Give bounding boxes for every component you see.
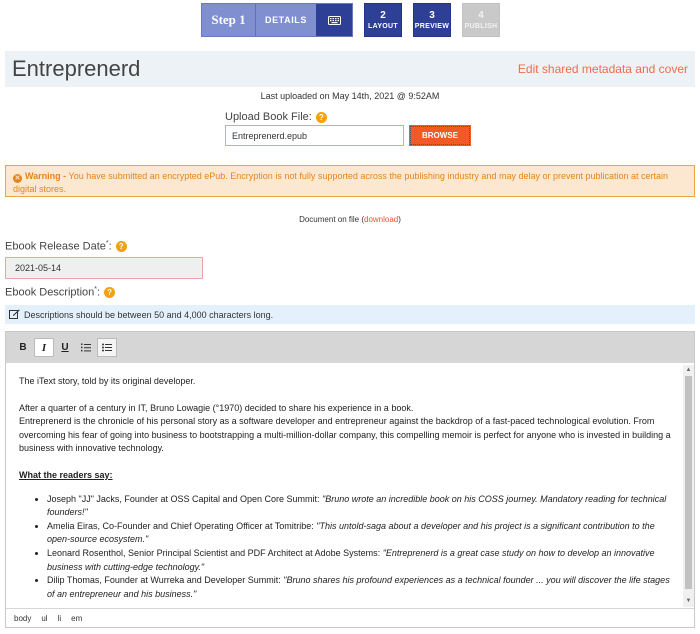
edit-icon bbox=[9, 309, 20, 321]
review-quote: "Bruno wrote an incredible book on his COSS journey. Mandatory reading for technical founders!" bbox=[47, 493, 667, 518]
step-label: LAYOUT bbox=[368, 22, 398, 30]
warning-title: Warning - bbox=[25, 171, 67, 181]
help-icon[interactable]: ? bbox=[316, 112, 327, 123]
element-path-bar bbox=[6, 608, 694, 627]
step-number: 4 bbox=[478, 9, 484, 21]
file-input[interactable]: Entreprenerd.epub bbox=[225, 125, 404, 146]
release-date-label: Ebook Release Date*: ? bbox=[5, 240, 127, 253]
keyboard-icon[interactable] bbox=[316, 4, 352, 36]
editor-content[interactable] bbox=[6, 365, 684, 607]
scroll-down-arrow-icon[interactable]: ▼ bbox=[685, 598, 692, 604]
paragraph: The iText story, told by its original developer. bbox=[19, 376, 196, 386]
description-label-text: Ebook Description bbox=[5, 286, 95, 299]
scrollbar-thumb[interactable] bbox=[685, 376, 692, 589]
paragraph: After a quarter of a century in IT, Bruno Lowagie (°1970) decided to share his experience in a book. bbox=[19, 402, 414, 413]
path-item[interactable]: ul bbox=[41, 613, 48, 623]
browse-button[interactable]: BROWSE bbox=[409, 125, 471, 146]
review-quote: "Bruno shares his profound experiences as a technical founder ... you will discover the life stages of an entrepreneur and his business." bbox=[47, 575, 670, 599]
upload-label-text: Upload Book File: bbox=[225, 111, 312, 123]
review-quote: "This untold-saga about a developer and his project is a significant contribution to the open-source ecosystem." bbox=[47, 520, 655, 545]
step-4-publish bbox=[462, 3, 500, 37]
warning-icon: ✕ bbox=[14, 175, 21, 182]
reviews-list bbox=[19, 493, 671, 602]
editor-toolbar bbox=[6, 332, 694, 363]
warning-message: You have submitted an encrypted ePub. Encryption is not fully supported across the publishing industry and may delay or prevent publication at certain digital stores. bbox=[13, 171, 669, 194]
doc-on-file-text: Document on file bbox=[299, 215, 360, 224]
path-item[interactable]: em bbox=[71, 613, 83, 623]
readers-heading: What the readers say: bbox=[19, 469, 113, 480]
stepper bbox=[0, 3, 700, 38]
list-item bbox=[47, 493, 671, 520]
release-date-label-text: Ebook Release Date bbox=[5, 240, 106, 253]
description-editor bbox=[5, 331, 695, 628]
review-quote: "Entreprenerd is a great case study on how to develop an innovative business with cutting-edge technology." bbox=[47, 547, 655, 572]
step-3-preview[interactable] bbox=[413, 3, 451, 37]
description-note-text: Descriptions should be between 50 and 4,000 characters long. bbox=[24, 309, 274, 320]
help-icon[interactable]: ? bbox=[104, 287, 115, 298]
step-1-sublabel: DETAILS bbox=[264, 15, 308, 25]
step-1-details[interactable] bbox=[201, 3, 353, 37]
ordered-list-button[interactable] bbox=[76, 338, 96, 357]
editor-scrollbar[interactable] bbox=[683, 365, 694, 607]
bold-button[interactable]: B bbox=[19, 342, 27, 353]
step-label: PREVIEW bbox=[414, 22, 450, 30]
list-item bbox=[47, 574, 671, 601]
step-label: PUBLISH bbox=[464, 22, 498, 30]
step-number: 2 bbox=[380, 9, 386, 21]
step-2-layout[interactable] bbox=[364, 3, 402, 37]
upload-book-file-label bbox=[225, 111, 327, 123]
unordered-list-icon bbox=[102, 343, 112, 352]
step-1-label: Step 1 bbox=[202, 4, 256, 36]
path-item[interactable]: li bbox=[57, 613, 62, 623]
scroll-up-arrow-icon[interactable]: ▲ bbox=[685, 367, 692, 373]
step-number: 3 bbox=[429, 9, 435, 21]
paragraph: Entreprenerd is the chronicle of his personal story as a software developer and entrepreneur against the backdrop of a fast-paced technological evolution. From overcoming his fear of going into business to bootstrapping a multi-million-dollar company, this compelling memoir is perfect for anyone who is invested in building a business with innovative technology. bbox=[19, 416, 671, 454]
review-author: Amelia Eiras, Co-Founder and Chief Operating Officer at Tomitribe: bbox=[47, 520, 317, 531]
review-author: Dilip Thomas, Founder at Wurreka and Developer Summit: bbox=[47, 575, 284, 586]
italic-button[interactable]: I bbox=[34, 338, 54, 357]
review-author: Joseph "JJ" Jacks, Founder at OSS Capital and Open Core Summit: bbox=[47, 493, 323, 504]
release-date-input[interactable]: 2021-05-14 bbox=[5, 257, 203, 279]
list-item bbox=[47, 520, 671, 547]
underline-button[interactable]: U bbox=[61, 342, 69, 353]
description-length-note bbox=[5, 305, 695, 324]
title-bar bbox=[5, 51, 695, 87]
warning-banner bbox=[5, 165, 695, 197]
last-uploaded-text: Last uploaded on May 14th, 2021 @ 9:52AM bbox=[260, 91, 440, 101]
description-label: Ebook Description*: ? bbox=[5, 286, 115, 299]
help-icon[interactable]: ? bbox=[116, 241, 127, 252]
review-author: Leonard Rosenthol, Senior Principal Scientist and PDF Architect at Adobe Systems: bbox=[47, 547, 383, 558]
ordered-list-icon bbox=[81, 343, 91, 352]
list-item bbox=[47, 547, 671, 574]
unordered-list-button[interactable] bbox=[97, 338, 117, 357]
edit-metadata-link[interactable]: Edit shared metadata and cover bbox=[517, 62, 688, 76]
path-item[interactable]: body bbox=[14, 613, 32, 623]
document-on-file: Document on file (download) bbox=[299, 215, 401, 224]
page-title: Entreprenerd bbox=[12, 56, 141, 81]
download-link[interactable]: download bbox=[364, 215, 399, 224]
